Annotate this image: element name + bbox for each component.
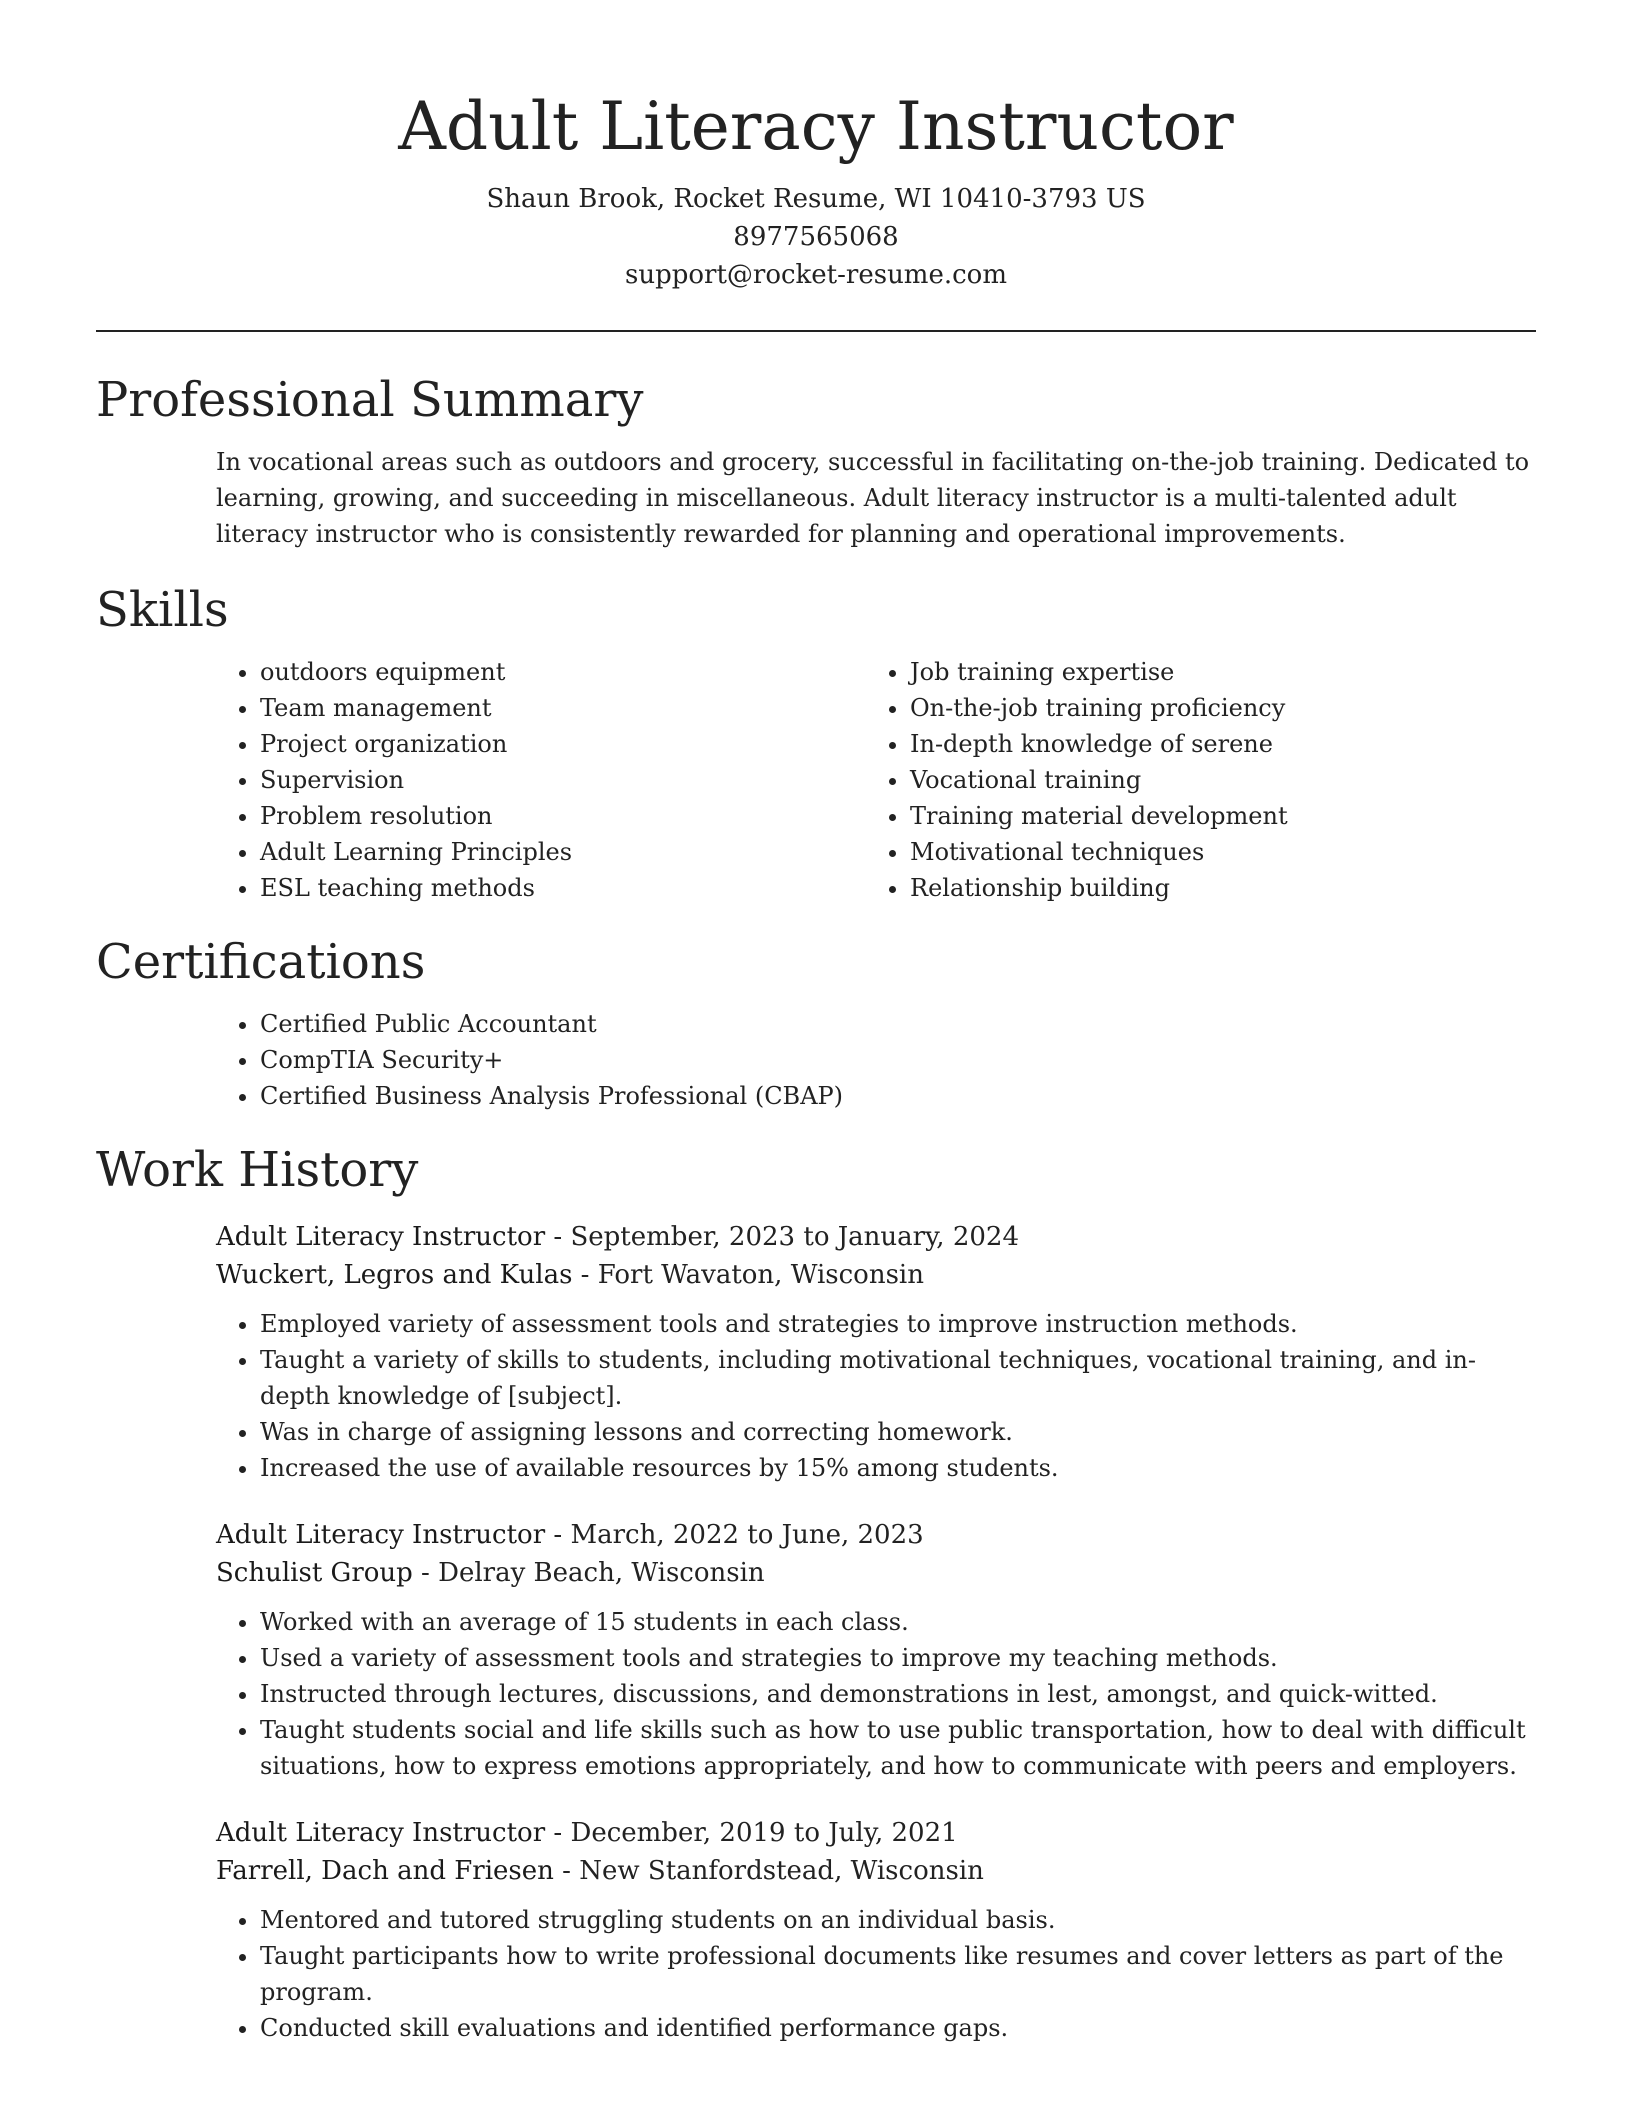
job-entry [216,1516,1536,1784]
job-title-line: Adult Literacy Instructor - December, 2019 to July, 2021 [216,1818,958,1848]
job-company-line: Schulist Group - Delray Beach, Wisconsin [216,1558,765,1588]
skills-list-right [866,654,1516,906]
resume-page [96,0,1536,2046]
job-bullet: • Taught a variety of skills to students, including motivational techniques, vocational training, and in-depth knowledge of [subject]. [260,1342,1536,1414]
section-certifications [96,932,1536,1114]
job-title: Adult Literacy Instructor [216,1222,546,1252]
header-divider [96,330,1536,332]
job-bullet: • Employed variety of assessment tools and strategies to improve instruction methods. [260,1306,1536,1342]
job-bullet: • Worked with an average of 15 students in each class. [260,1604,1536,1640]
job-bullet: • Conducted skill evaluations and identified performance gaps. [260,2010,1536,2046]
certifications-list [216,1006,1536,1114]
job-company: Wuckert, Legros and Kulas [216,1260,573,1290]
skill-item: • Vocational training [910,762,1516,798]
job-bullet-list [216,1306,1536,1486]
job-title: Adult Literacy Instructor [216,1520,546,1550]
skill-item: • On-the-job training proficiency [910,690,1516,726]
skill-item: • Training material development [910,798,1516,834]
job-company: Farrell, Dach and Friesen [216,1856,554,1886]
skills-list-left [216,654,866,906]
skill-item: • Team management [260,690,866,726]
skill-item: • Problem resolution [260,798,866,834]
work-history-heading: Work History [96,1142,419,1198]
job-company: Schulist Group [216,1558,413,1588]
section-skills [96,580,1536,906]
resume-name: Adult Literacy Instructor [398,88,1234,165]
job-dates: December, 2019 to July, 2021 [570,1818,958,1848]
summary-heading: Professional Summary [96,372,644,428]
job-location: Fort Wavaton, Wisconsin [597,1260,924,1290]
skill-item: • Motivational techniques [910,834,1516,870]
job-bullets [216,1604,1536,1784]
skill-item: • Project organization [260,726,866,762]
skill-item: • Adult Learning Principles [260,834,866,870]
job-bullet: • Increased the use of available resources by 15% among students. [260,1450,1536,1486]
section-summary [96,370,1536,552]
job-company-line: Wuckert, Legros and Kulas - Fort Wavaton, Wisconsin [216,1260,924,1290]
skill-item: • In-depth knowledge of serene [910,726,1516,762]
job-title: Adult Literacy Instructor [216,1818,546,1848]
job-entry [216,1814,1536,2046]
job-company-line: Farrell, Dach and Friesen - New Stanfordstead, Wisconsin [216,1856,984,1886]
job-bullet: • Taught students social and life skills such as how to use public transportation, how to deal with difficult situations, how to express emotions appropriately, and how to communicate with peers and employers. [260,1712,1536,1784]
section-work-history [96,1140,1536,2046]
job-bullet-list [216,1902,1536,2046]
contact-email: support@rocket-resume.com [624,260,1007,290]
contact-address: Shaun Brook, Rocket Resume, WI 10410-3793 US [486,184,1146,214]
certification-item: • Certified Business Analysis Professional (CBAP) [260,1078,1536,1114]
job-entry [216,1218,1536,1486]
contact-block [96,180,1536,294]
certifications-heading: Certifications [96,934,426,990]
job-bullet: • Used a variety of assessment tools and strategies to improve my teaching methods. [260,1640,1536,1676]
job-bullet-list [216,1604,1536,1784]
job-bullet: • Taught participants how to write professional documents like resumes and cover letters as part of the program. [260,1938,1536,2010]
skill-item: • ESL teaching methods [260,870,866,906]
job-bullet: • Instructed through lectures, discussions, and demonstrations in lest, amongst, and quick-witted. [260,1676,1536,1712]
resume-header [96,0,1536,294]
skills-grid [216,654,1536,906]
skill-item: • Job training expertise [910,654,1516,690]
job-bullet: • Was in charge of assigning lessons and correcting homework. [260,1414,1536,1450]
job-title-line: Adult Literacy Instructor - March, 2022 to June, 2023 [216,1520,924,1550]
certification-item: • CompTIA Security+ [260,1042,1536,1078]
certification-item: • Certified Public Accountant [260,1006,1536,1042]
summary-text: In vocational areas such as outdoors and grocery, successful in facilitating on-the-job training. Dedicated to learning, growing, and succeeding in miscellaneous. Adult literacy instructor is a multi-talented adult literacy instructor who is consistently rewarded for planning and operational improvements. [216,448,1530,548]
job-bullet: • Mentored and tutored struggling students on an individual basis. [260,1902,1536,1938]
job-title-line: Adult Literacy Instructor - September, 2023 to January, 2024 [216,1222,1020,1252]
skills-column-left [216,654,866,906]
job-location: Delray Beach, Wisconsin [438,1558,765,1588]
job-bullets [216,1902,1536,2046]
job-dates: September, 2023 to January, 2024 [570,1222,1020,1252]
certifications-list-wrap [216,1006,1536,1114]
contact-phone: 8977565068 [733,222,899,252]
job-location: New Stanfordstead, Wisconsin [579,1856,984,1886]
skill-item: • Relationship building [910,870,1516,906]
skill-item: • outdoors equipment [260,654,866,690]
skills-heading: Skills [96,582,229,638]
job-bullets [216,1306,1536,1486]
job-dates: March, 2022 to June, 2023 [570,1520,924,1550]
skill-item: • Supervision [260,762,866,798]
skills-column-right [866,654,1516,906]
